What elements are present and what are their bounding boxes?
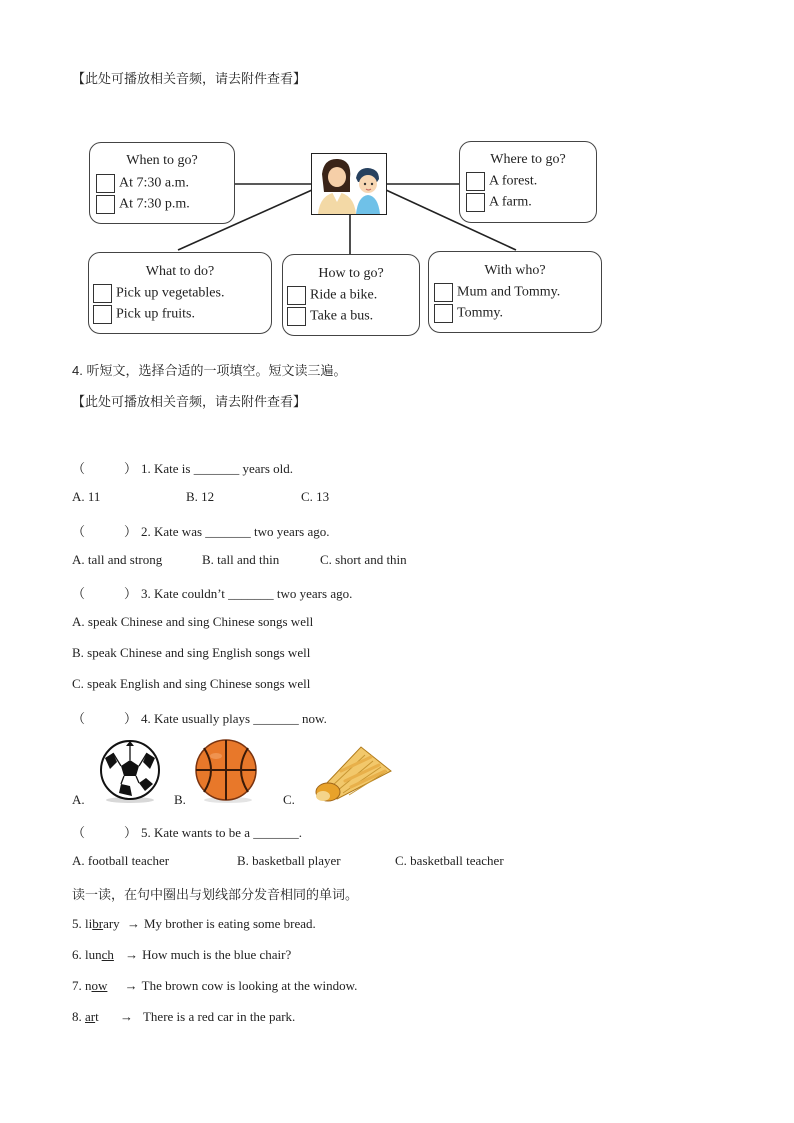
- question-stem: 2. Kate was _______ two years ago.: [141, 524, 330, 539]
- where-option-1[interactable]: A forest.: [466, 172, 537, 191]
- answer-paren[interactable]: （ ）: [72, 524, 138, 539]
- option-c: C. speak English and sing Chinese songs well: [72, 676, 311, 691]
- who-option-2[interactable]: Tommy.: [434, 304, 503, 323]
- item-number: 7.: [72, 978, 82, 993]
- arrow-icon: →: [124, 978, 138, 993]
- how-to-go-box: [282, 254, 420, 336]
- how-option-2[interactable]: Take a bus.: [287, 307, 373, 326]
- checkbox[interactable]: [466, 172, 485, 191]
- option-c: C. 13: [301, 489, 330, 504]
- shuttlecock-icon: [311, 741, 393, 805]
- arrow-icon: →: [125, 947, 139, 962]
- arrow-icon: →: [119, 1009, 133, 1024]
- checkbox[interactable]: [96, 195, 115, 214]
- checkbox[interactable]: [287, 307, 306, 326]
- with-who-box: [428, 251, 602, 333]
- word-part: li: [85, 916, 93, 931]
- sentence: The brown cow is looking at the window.: [141, 978, 358, 993]
- checkbox[interactable]: [434, 283, 453, 302]
- phonics-item-5: [72, 916, 316, 932]
- when-title: When to go?: [126, 153, 198, 168]
- word-part: t: [95, 1009, 99, 1024]
- answer-paren[interactable]: （ ）: [72, 711, 138, 726]
- question-stem: 1. Kate is _______ years old.: [141, 461, 294, 476]
- people-illustration: [312, 154, 386, 214]
- item-number: 8.: [72, 1009, 82, 1024]
- mother-and-boy-picture: [311, 153, 387, 215]
- what-option-1[interactable]: Pick up vegetables.: [93, 284, 224, 303]
- checkbox[interactable]: [93, 284, 112, 303]
- audio-note: 【此处可播放相关音频，请去附件查看】: [72, 394, 307, 409]
- item-number: 5.: [72, 916, 82, 931]
- sentence: There is a red car in the park.: [142, 1009, 296, 1024]
- checkbox[interactable]: [287, 286, 306, 305]
- arrow-icon: →: [126, 916, 140, 931]
- sentence: My brother is eating some bread.: [143, 916, 316, 931]
- answer-paren[interactable]: （ ）: [72, 586, 138, 601]
- what-title: What to do?: [145, 264, 215, 279]
- what-to-do-box: [88, 252, 272, 334]
- option-b: B. 12: [186, 489, 215, 504]
- who-title: With who?: [484, 263, 546, 278]
- phonics-item-6: [72, 947, 291, 963]
- how-option-1[interactable]: Ride a bike.: [287, 286, 377, 305]
- where-to-go-box: [459, 141, 597, 223]
- sentence: How much is the blue chair?: [142, 947, 292, 962]
- option-b: B.: [174, 792, 186, 807]
- answer-paren[interactable]: （ ）: [72, 825, 138, 840]
- section-4-instruction: 4. 听短文，选择合适的一项填空。短文读三遍。: [72, 363, 347, 378]
- question-4: [72, 708, 327, 727]
- underlined-part: ch: [101, 947, 114, 962]
- option-b: B. speak Chinese and sing English songs well: [72, 645, 311, 660]
- where-title: Where to go?: [490, 152, 566, 167]
- question-stem: 3. Kate couldn’t _______ two years ago.: [141, 586, 353, 601]
- question-3: [72, 583, 352, 602]
- option-a: A. tall and strong: [72, 552, 163, 567]
- question-2: [72, 521, 329, 540]
- when-option-1[interactable]: At 7:30 a.m.: [96, 174, 189, 193]
- question-stem: 5. Kate wants to be a _______.: [141, 825, 303, 840]
- option-a: A. football teacher: [72, 853, 170, 868]
- phonics-item-7: [72, 978, 357, 994]
- option-a: A.: [72, 792, 85, 807]
- answer-paren[interactable]: （ ）: [72, 461, 138, 476]
- when-to-go-box: [89, 142, 235, 224]
- underlined-part: ow: [91, 978, 108, 993]
- what-option-2[interactable]: Pick up fruits.: [93, 305, 195, 324]
- option-c: C. basketball teacher: [395, 853, 504, 868]
- audio-note: 【此处可播放相关音频，请去附件查看】: [72, 71, 307, 86]
- underlined-part: ar: [85, 1009, 96, 1024]
- option-a: A. 11: [72, 489, 101, 504]
- word-part: n: [85, 978, 92, 993]
- read-section-instruction: 读一读，在句中圈出与划线部分发音相同的单词。: [72, 887, 359, 902]
- word-part: lun: [85, 947, 102, 962]
- option-c: C. short and thin: [320, 552, 407, 567]
- soccer-ball-icon: [99, 738, 161, 804]
- option-b: B. tall and thin: [202, 552, 280, 567]
- checkbox[interactable]: [466, 193, 485, 212]
- who-option-1[interactable]: Mum and Tommy.: [434, 283, 560, 302]
- checkbox[interactable]: [93, 305, 112, 324]
- where-option-2[interactable]: A farm.: [466, 193, 532, 212]
- option-b: B. basketball player: [237, 853, 341, 868]
- checkbox[interactable]: [434, 304, 453, 323]
- option-c: C.: [283, 792, 295, 807]
- underlined-part: br: [92, 916, 104, 931]
- question-5: [72, 822, 302, 841]
- when-option-2[interactable]: At 7:30 p.m.: [96, 195, 190, 214]
- how-title: How to go?: [318, 266, 384, 281]
- item-number: 6.: [72, 947, 82, 962]
- question-1: [72, 458, 293, 477]
- checkbox[interactable]: [96, 174, 115, 193]
- option-a: A. speak Chinese and sing Chinese songs well: [72, 614, 314, 629]
- phonics-item-8: [72, 1009, 295, 1025]
- word-part: ary: [103, 916, 120, 931]
- question-stem: 4. Kate usually plays _______ now.: [141, 711, 327, 726]
- basketball-icon: [194, 738, 258, 804]
